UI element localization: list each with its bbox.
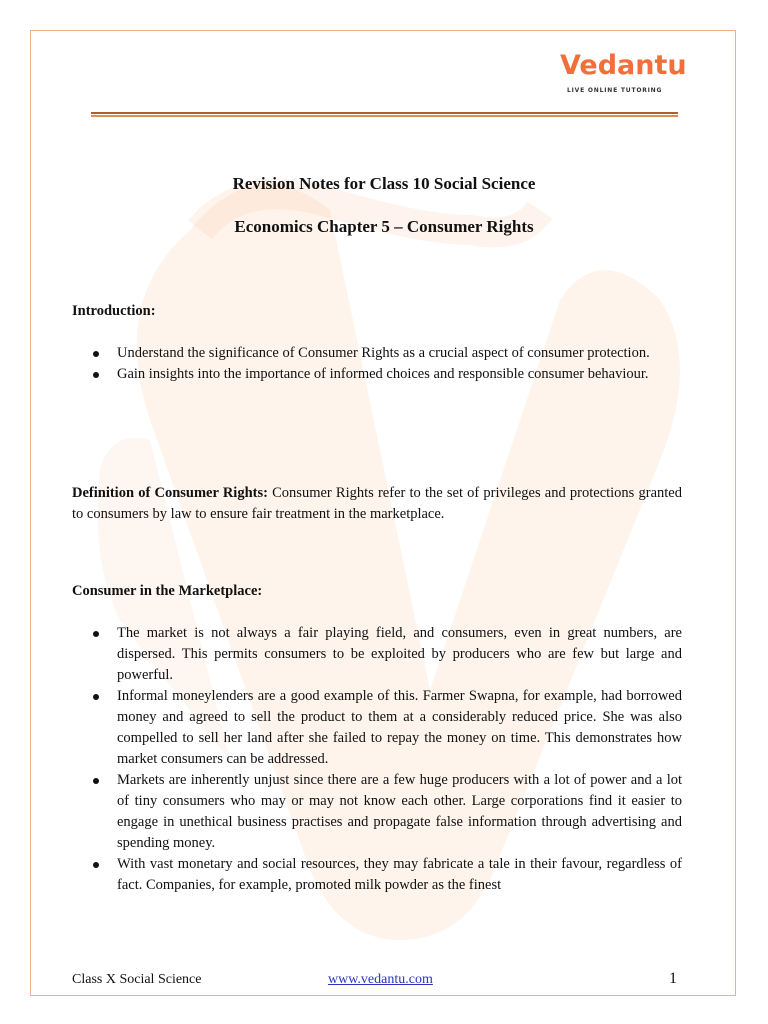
introduction-list — [72, 343, 682, 385]
bullet-icon — [93, 631, 99, 637]
introduction-section — [72, 301, 682, 385]
footer-left-text: Class X Social Science — [72, 972, 202, 987]
list-item-text: The market is not always a fair playing field, and consumers, even in great numbers, are dispersed. This permits consumers to be exploited by producers who are few but large and powerful. — [117, 625, 682, 683]
list-item — [72, 364, 682, 385]
footer-website-link[interactable]: www.vedantu.com — [328, 972, 433, 987]
bullet-icon — [93, 372, 99, 378]
list-item — [72, 623, 682, 686]
list-item — [72, 343, 682, 364]
vedantu-logo — [560, 50, 687, 100]
document-subtitle: Economics Chapter 5 – Consumer Rights — [234, 217, 534, 236]
marketplace-heading: Consumer in the Marketplace: — [72, 583, 263, 599]
definition-term: Definition of Consumer Rights: — [72, 485, 268, 501]
marketplace-list — [72, 623, 682, 896]
list-item-text: Informal moneylenders are a good example of this. Farmer Swapna, for example, had borrowed money and agreed to sell the product to them at a considerably reduced price. She was also compelled to sell her land after she failed to repay the money on time. This demonstrates how market consumers can be addressed. — [117, 688, 682, 767]
introduction-heading: Introduction: — [72, 303, 156, 319]
list-item — [72, 770, 682, 854]
logo-tagline: LIVE ONLINE TUTORING — [567, 87, 663, 94]
list-item-text: With vast monetary and social resources, they may fabricate a tale in their favour, regardless of fact. Companies, for example, promoted milk powder as the finest — [117, 856, 682, 893]
list-item — [72, 686, 682, 770]
header-rule — [91, 112, 678, 117]
bullet-icon — [93, 778, 99, 784]
list-item — [72, 854, 682, 896]
definition-paragraph — [72, 483, 682, 525]
list-item-text: Understand the significance of Consumer Rights as a crucial aspect of consumer protection. — [117, 345, 650, 361]
bullet-icon — [93, 694, 99, 700]
list-item-text: Gain insights into the importance of informed choices and responsible consumer behaviour. — [117, 366, 649, 382]
page-number: 1 — [669, 970, 677, 987]
document-title: Revision Notes for Class 10 Social Science — [232, 174, 536, 193]
logo-wordmark: Vedantu — [560, 50, 687, 81]
marketplace-section — [72, 581, 682, 896]
definition-text: Consumer Rights refer to the set of privileges and protections granted to consumers by law to ensure fair treatment in the marketplace. — [72, 485, 682, 522]
list-item-text: Markets are inherently unjust since there are a few huge producers with a lot of power and a lot of tiny consumers who may or may not know each other. Large corporations find it easier to engage in unethical business practises and propagate false information through advertising and spending money. — [117, 772, 682, 851]
bullet-icon — [93, 351, 99, 357]
bullet-icon — [93, 862, 99, 868]
